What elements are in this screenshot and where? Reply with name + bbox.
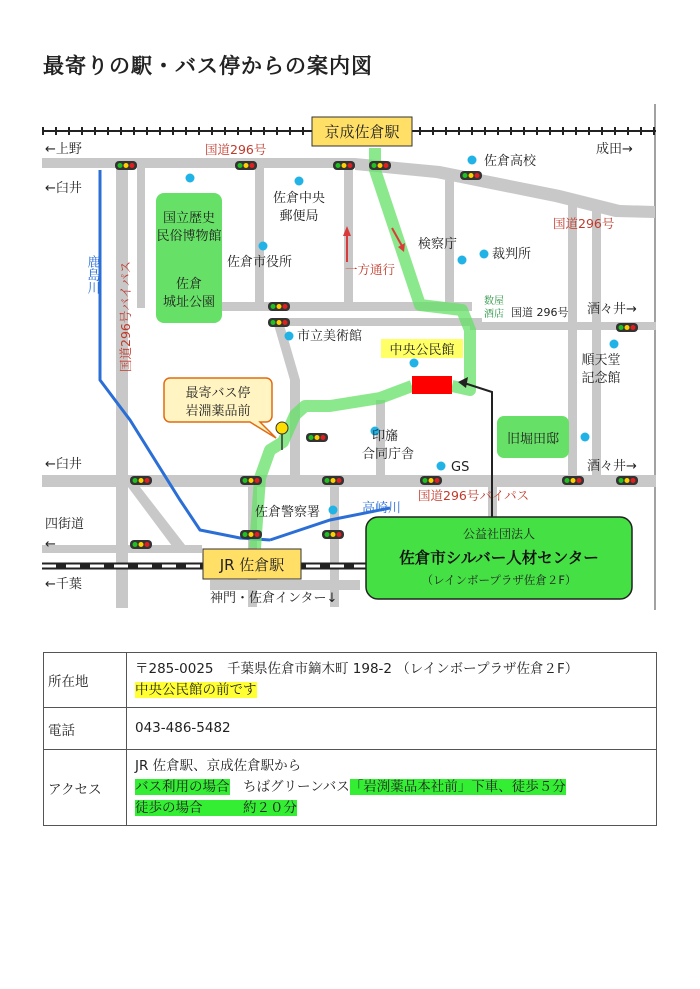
- dir-yotsukaido-arrow: ←: [45, 537, 56, 552]
- juntendo-label-1: 順天堂: [581, 353, 621, 368]
- road-post-vertical: [344, 168, 353, 308]
- police-label: 佐倉警察署: [255, 505, 321, 520]
- road-r296-bypass-label: 国道296号バイパス: [418, 488, 530, 503]
- govt-label-1: 印旛: [371, 429, 399, 444]
- svg-text:数屋: 数屋: [484, 296, 504, 307]
- castle-label-2: 城址公園: [162, 295, 216, 310]
- phone-row: [44, 708, 657, 750]
- museum-label-2: 民俗博物館: [156, 229, 222, 244]
- dir-usui-mid: ←臼井: [45, 457, 82, 472]
- svg-text:岩淵薬品前: 岩淵薬品前: [185, 404, 251, 419]
- access-cell: [127, 750, 657, 826]
- access-walk-line: 徒歩の場合 約２０分: [135, 800, 297, 816]
- address-label: 所在地: [44, 653, 127, 708]
- road-left-vertical: [116, 168, 128, 608]
- road-museum-vertical: [137, 168, 145, 308]
- dir-yotsukaido: 四街道: [45, 517, 85, 532]
- road-station-south: [210, 580, 360, 590]
- govt-label-2: 合同庁舎: [361, 447, 415, 462]
- jr-station-label: JR 佐倉駅: [219, 556, 285, 574]
- hotta-label: 旧堀田邸: [506, 432, 560, 447]
- prosecutor-label: 検察庁: [418, 237, 458, 252]
- court-label: 裁判所: [492, 247, 532, 262]
- road-west-south: [42, 545, 202, 553]
- road-city-hall-vertical: [255, 168, 264, 308]
- target-line1: 公益社団法人: [462, 527, 536, 541]
- road-r296-top: [42, 158, 355, 168]
- target-building: [412, 376, 452, 394]
- dir-ueno: ←上野: [45, 142, 82, 157]
- road-juntendo-vertical: [568, 200, 577, 480]
- dir-narita: 成田→: [596, 142, 633, 157]
- road-r296-vertical-label: 国道296号バイパス: [118, 260, 133, 372]
- access-line1: JR 佐倉駅、京成佐倉駅から: [135, 758, 302, 774]
- road-r296-top-label: 国道296号: [205, 142, 267, 157]
- svg-text:酒店: 酒店: [484, 309, 504, 320]
- keisei-station-label: 京成佐倉駅: [324, 123, 400, 141]
- dir-chiba: ←千葉: [45, 577, 82, 592]
- target-line2: 佐倉市シルバー人材センター: [399, 549, 599, 567]
- target-line3: （レインボープラザ佐倉２F）: [421, 573, 577, 587]
- access-bus-label: バス利用の場合: [135, 779, 230, 795]
- post-label-1: 佐倉中央: [272, 191, 326, 206]
- art-museum-label: 市立美術館: [297, 329, 363, 344]
- phone-value: 043-486-5482: [127, 708, 657, 750]
- city-hall-label: 佐倉市役所: [227, 255, 293, 270]
- address-row: [44, 653, 657, 708]
- community-center-label: 中央公民館: [389, 343, 455, 358]
- road-hotta-vertical: [592, 208, 601, 478]
- river-takasaki-label: 高崎川: [362, 501, 402, 516]
- castle-label-1: 佐倉: [175, 277, 203, 292]
- access-row: [44, 750, 657, 826]
- access-bus-detail: 「岩渕薬品本社前」下車、徒歩５分: [349, 779, 566, 795]
- target-callout: [366, 517, 632, 599]
- address-cell: [127, 653, 657, 708]
- river-kashima-label: 鹿島川: [84, 255, 100, 294]
- dir-sakai-top: 酒々井→: [587, 302, 637, 317]
- high-school-label: 佐倉高校: [484, 154, 537, 169]
- post-label-2: 郵便局: [279, 209, 319, 224]
- gs-label: GS: [451, 460, 470, 475]
- road-r296-right-label: 国道296号: [553, 216, 615, 231]
- road-r296-bypass: [350, 475, 656, 487]
- road-art-museum: [282, 318, 482, 326]
- svg-text:最寄バス停: 最寄バス停: [185, 386, 251, 401]
- road-r296-small-label: 国道 296号: [511, 306, 569, 319]
- dir-sakai-mid: 酒々井→: [587, 459, 637, 474]
- info-table: [43, 652, 657, 826]
- access-label: アクセス: [44, 750, 127, 826]
- dir-usui-top: ←臼井: [45, 181, 82, 196]
- road-oneway-label: 一方通行: [345, 262, 396, 277]
- address-value: 〒285-0025 千葉県佐倉市鏑木町 198-2 （レインボープラザ佐倉２F）: [135, 661, 579, 677]
- dir-kanbe: 神門・佐倉インター↓: [210, 591, 338, 606]
- access-bus-line: [135, 777, 648, 798]
- phone-label: 電話: [44, 708, 127, 750]
- access-bus-middle: ちばグリーンバス: [229, 779, 350, 795]
- page-title: 最寄りの駅・バス停からの案内図: [43, 54, 373, 78]
- museum-label-1: 国立歴史: [162, 211, 216, 226]
- juntendo-label-2: 記念館: [581, 371, 621, 386]
- address-note: 中央公民館の前です: [135, 682, 257, 698]
